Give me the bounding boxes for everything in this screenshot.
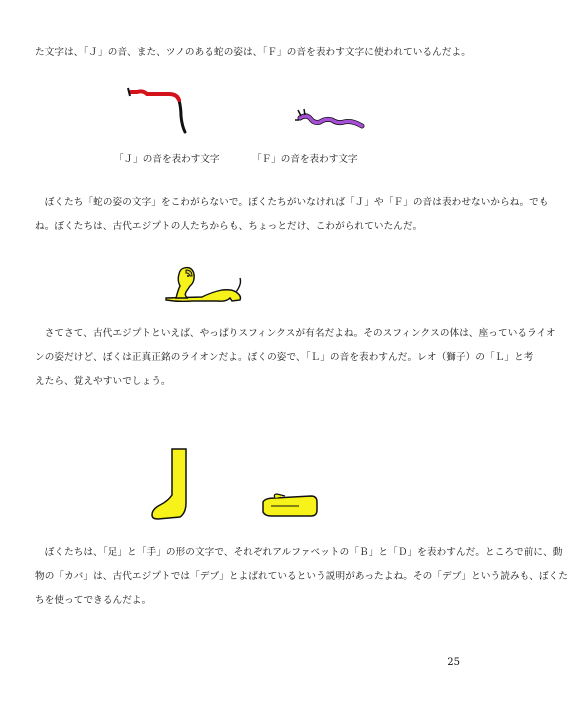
hand-glyph <box>261 492 319 520</box>
text-line: えたら、覚えやすいでしょう。 <box>35 376 171 387</box>
text-line: た文字は、「Ｊ」の音、また、ツノのある蛇の姿は、「Ｆ」の音を表わす文字に使われているんだよ。 <box>35 47 471 58</box>
text-line: ぼくたち「蛇の姿の文字」をこわがらないで。ぼくたちがいなければ「Ｊ」や「Ｆ」の音は表わせないからね。でも <box>35 197 549 208</box>
paragraph-3 <box>35 322 556 394</box>
paragraph-2 <box>35 191 549 239</box>
paragraph-4 <box>35 541 568 613</box>
page-number: 25 <box>447 657 460 668</box>
lion-glyph <box>162 264 246 304</box>
caption-f-snake: 「Ｆ」の音を表わす文字 <box>252 154 358 165</box>
text-line: ちを使ってできるんだよ。 <box>35 595 152 606</box>
paragraph-1 <box>35 41 471 65</box>
text-line: 物の「カバ」は、古代エジプトでは「デブ」とよばれているという説明があったよね。その「デブ」という読みも、ぼくた <box>35 571 568 582</box>
text-line: ぼくたちは、「足」と「手」の形の文字で、それぞれアルファベットの「Ｂ」と「Ｄ」を表わすんだ。ところで前に、動 <box>35 547 563 558</box>
text-line: ね。ぼくたちは、古代エジプトの人たちからも、ちょっとだけ、こわがられていたんだ。 <box>35 221 423 232</box>
foot-glyph <box>150 447 200 523</box>
horned-viper-glyph <box>292 108 372 138</box>
text-line: さてさて、古代エジプトといえば、やっぱりスフィンクスが有名だよね。そのスフィンクスの体は、座っているライオ <box>35 328 556 339</box>
text-line: ンの姿だけど、ぼくは正真正銘のライオンだよ。ぼくの姿で、「Ｌ」の音を表わすんだ。レオ（獅子）の「Ｌ」と考 <box>35 352 534 363</box>
cobra-snake-glyph <box>125 84 195 140</box>
caption-j-snake: 「Ｊ」の音を表わす文字 <box>114 154 220 165</box>
